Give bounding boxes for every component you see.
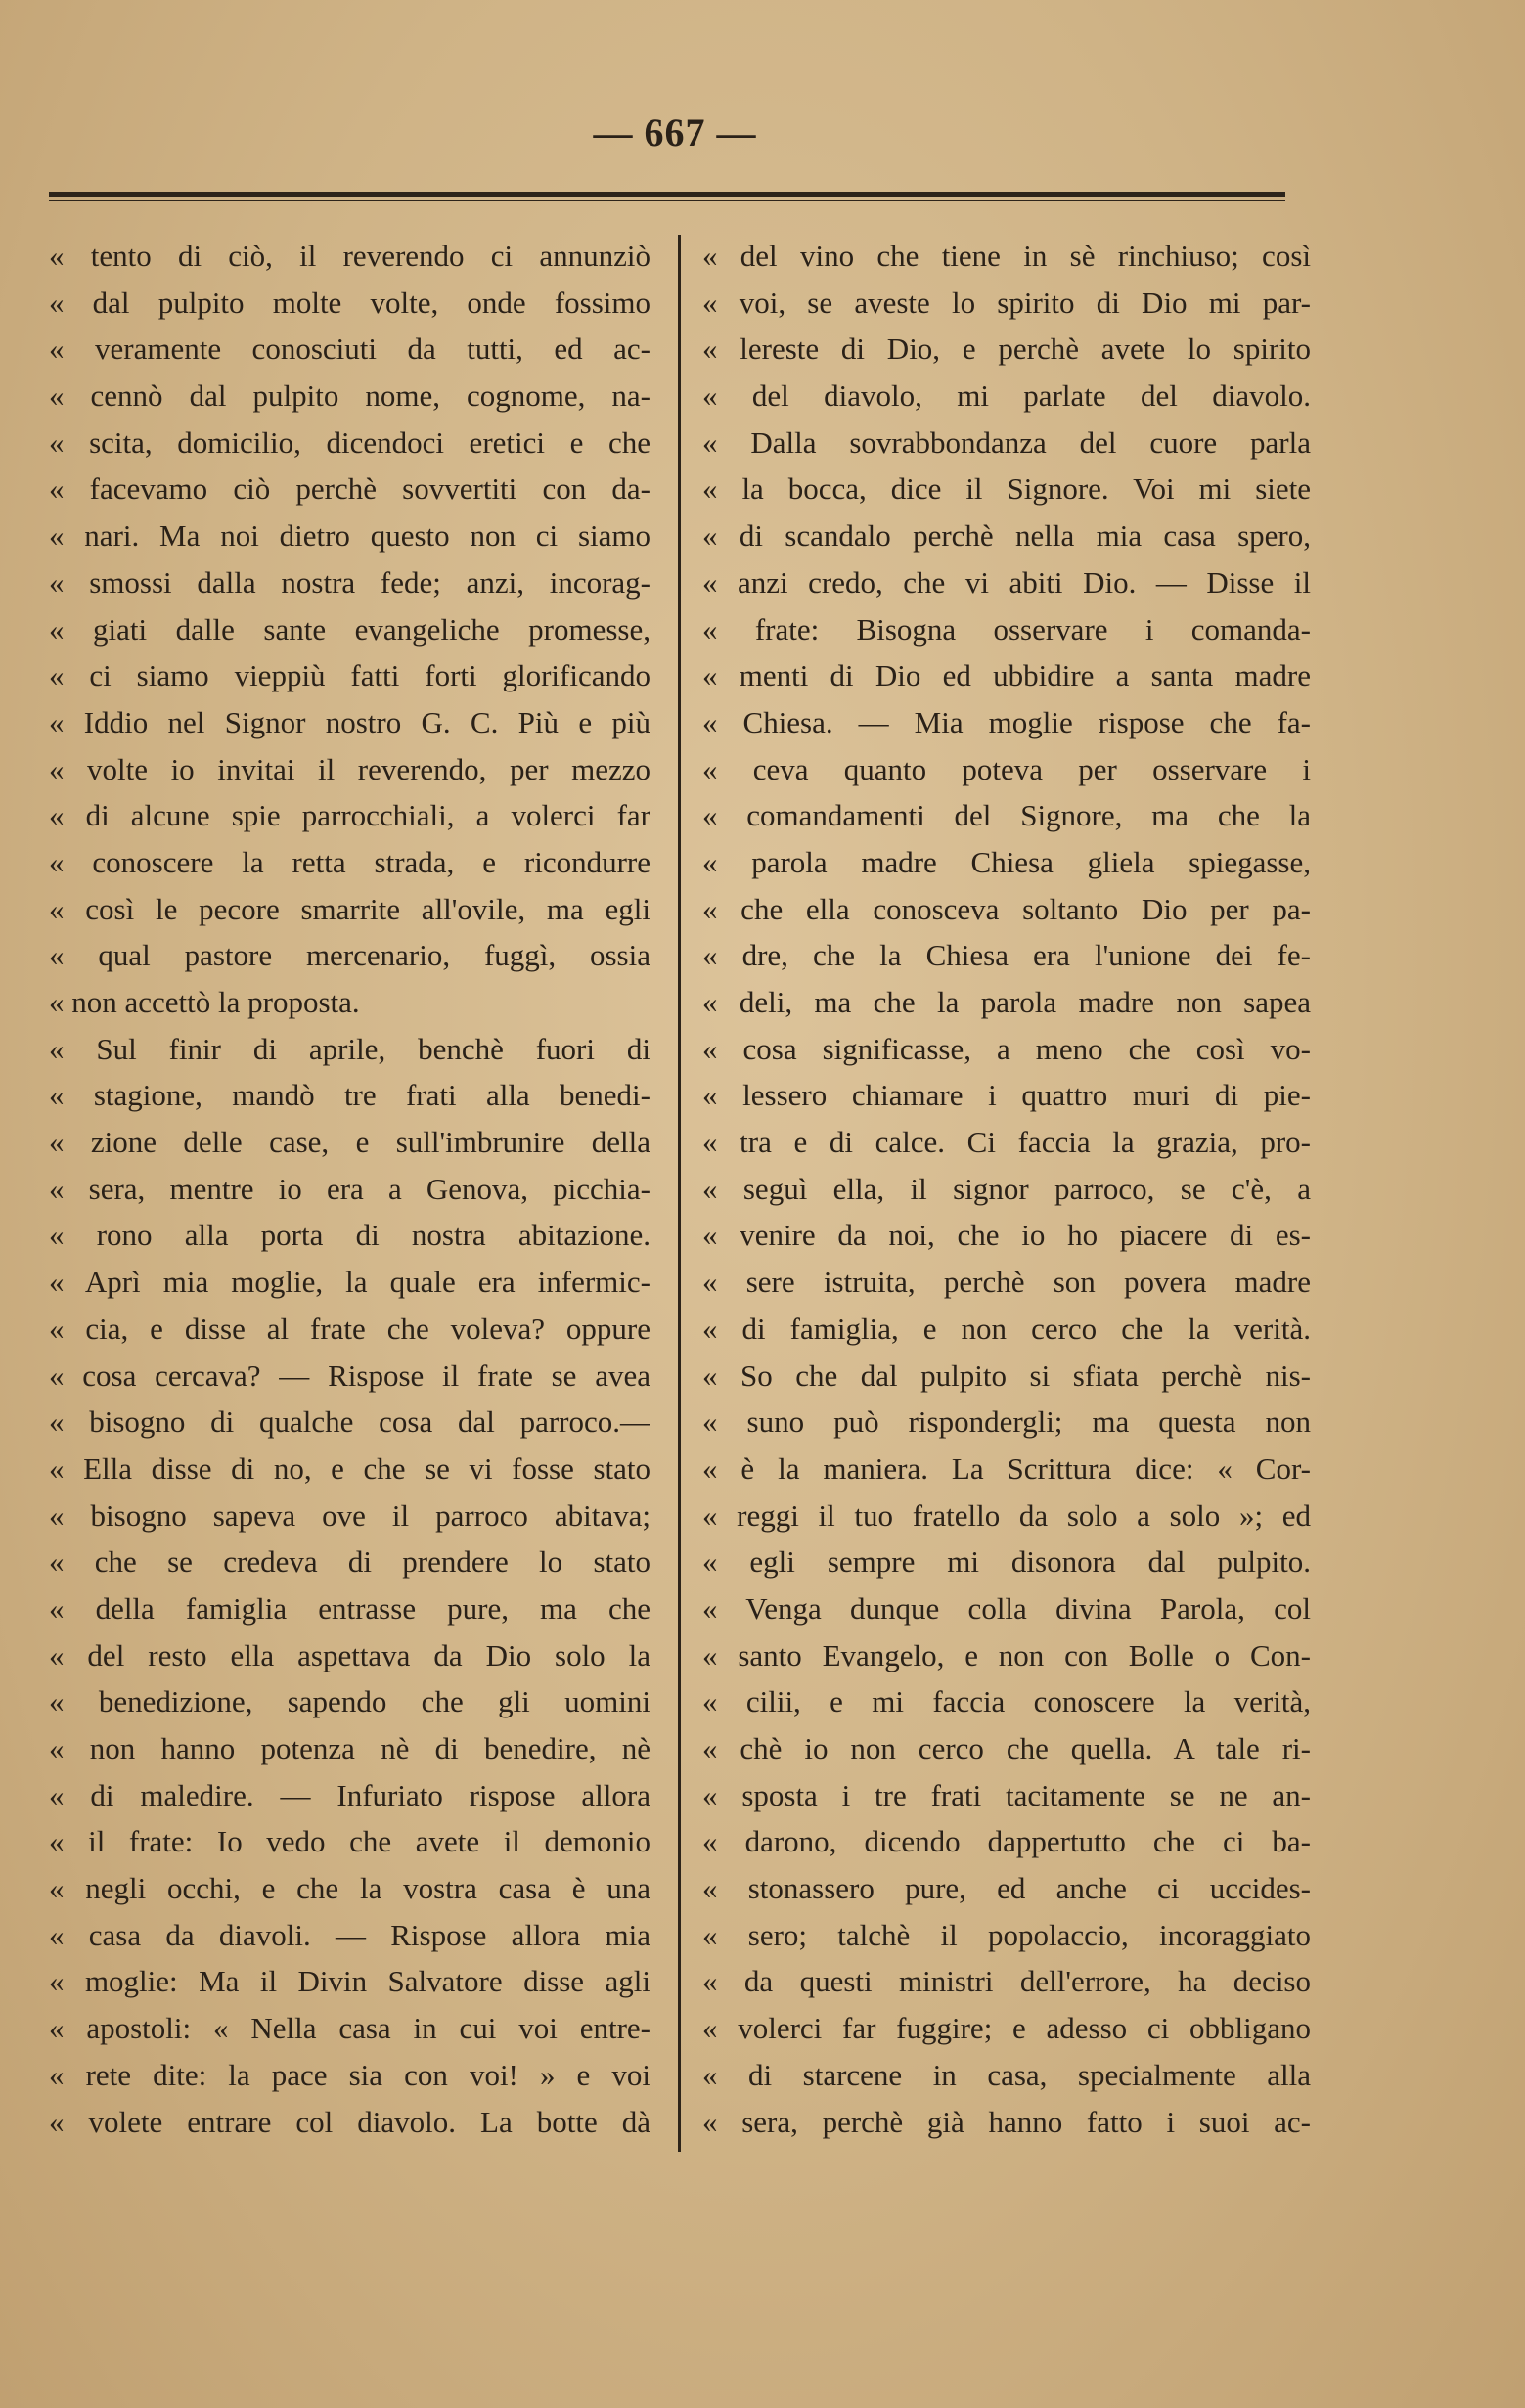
text-line: « volerci far fuggire; e adesso ci obbligano bbox=[702, 2011, 1311, 2046]
text-line: « di famiglia, e non cerco che la verità. bbox=[702, 1311, 1311, 1346]
text-line: « volete entrare col diavolo. La botte dà bbox=[49, 2104, 650, 2139]
text-line: « Chiesa. — Mia moglie rispose che fa- bbox=[702, 704, 1311, 739]
text-line: « il frate: Io vedo che avete il demonio bbox=[49, 1824, 650, 1859]
text-line: « casa da diavoli. — Rispose allora mia bbox=[49, 1917, 650, 1952]
text-line: « menti di Dio ed ubbidire a santa madre bbox=[702, 658, 1311, 693]
text-line: « dal pulpito molte volte, onde fossimo bbox=[49, 285, 650, 320]
text-line: « bisogno di qualche cosa dal parroco.— bbox=[49, 1405, 650, 1440]
text-line: « di scandalo perchè nella mia casa spero, bbox=[702, 518, 1311, 554]
text-line: « seguì ella, il signor parroco, se c'è, a bbox=[702, 1171, 1311, 1206]
text-line: « anzi credo, che vi abiti Dio. — Disse il bbox=[702, 564, 1311, 600]
text-line: « Dalla sovrabbondanza del cuore parla bbox=[702, 424, 1311, 460]
text-line: « zione delle case, e sull'imbrunire della bbox=[49, 1125, 650, 1160]
right-text-column bbox=[702, 233, 1311, 2145]
text-line: « che se credeva di prendere lo stato bbox=[49, 1544, 650, 1580]
text-line: « chè io non cerco che quella. A tale ri- bbox=[702, 1731, 1311, 1765]
text-line: « cia, e disse al frate che voleva? oppure bbox=[49, 1311, 650, 1346]
text-line: « parola madre Chiesa gliela spiegasse, bbox=[702, 844, 1311, 879]
text-line: « ceva quanto poteva per osservare i bbox=[702, 751, 1311, 786]
text-line: « sposta i tre frati tacitamente se ne an- bbox=[702, 1777, 1311, 1812]
text-line: « del vino che tiene in sè rinchiuso; così bbox=[702, 239, 1311, 273]
text-line: « di maledire. — Infuriato rispose allora bbox=[49, 1777, 650, 1812]
text-line: « negli occhi, e che la vostra casa è una bbox=[49, 1871, 650, 1906]
text-line: « di starcene in casa, specialmente alla bbox=[702, 2057, 1311, 2092]
text-line: « stagione, mandò tre frati alla benedi- bbox=[49, 1078, 650, 1113]
text-line: « è la maniera. La Scrittura dice: « Cor- bbox=[702, 1450, 1311, 1486]
text-line: « così le pecore smarrite all'ovile, ma egli bbox=[49, 891, 650, 926]
text-line: « sere istruita, perchè son povera madre bbox=[702, 1265, 1311, 1300]
text-line: « smossi dalla nostra fede; anzi, incorag- bbox=[49, 564, 650, 600]
text-line: « suno può rispondergli; ma questa non bbox=[702, 1405, 1311, 1440]
text-line: « scita, domicilio, dicendoci eretici e che bbox=[49, 424, 650, 460]
text-line: « sera, perchè già hanno fatto i suoi ac- bbox=[702, 2104, 1311, 2139]
text-line: « rete dite: la pace sia con voi! » e voi bbox=[49, 2057, 650, 2092]
text-line: « egli sempre mi disonora dal pulpito. bbox=[702, 1544, 1311, 1580]
text-line: « santo Evangelo, e non con Bolle o Con- bbox=[702, 1637, 1311, 1672]
text-line: « reggi il tuo fratello da solo a solo »; ed bbox=[702, 1497, 1311, 1533]
header-rule bbox=[49, 192, 1285, 197]
text-line: « della famiglia entrasse pure, ma che bbox=[49, 1590, 650, 1626]
text-line: « lessero chiamare i quattro muri di pie- bbox=[702, 1078, 1311, 1113]
text-line: « non hanno potenza nè di benedire, nè bbox=[49, 1731, 650, 1765]
text-line: « Iddio nel Signor nostro G. C. Più e più bbox=[49, 704, 650, 739]
text-line: « che ella conosceva soltanto Dio per pa- bbox=[702, 891, 1311, 926]
text-line: « facevamo ciò perchè sovvertiti con da- bbox=[49, 471, 650, 507]
left-text-column bbox=[49, 233, 650, 2145]
text-line: « Aprì mia moglie, la quale era infermic- bbox=[49, 1265, 650, 1300]
text-line: « volte io invitai il reverendo, per mezzo bbox=[49, 751, 650, 786]
text-line: « Ella disse di no, e che se vi fosse stato bbox=[49, 1450, 650, 1486]
text-line: « veramente conosciuti da tutti, ed ac- bbox=[49, 332, 650, 367]
text-line: « del resto ella aspettava da Dio solo la bbox=[49, 1637, 650, 1672]
text-line: « cosa significasse, a meno che così vo- bbox=[702, 1031, 1311, 1066]
text-line: « darono, dicendo dappertutto che ci ba- bbox=[702, 1824, 1311, 1859]
text-line: « nari. Ma noi dietro questo non ci siamo bbox=[49, 518, 650, 554]
text-line: « conoscere la retta strada, e ricondurre bbox=[49, 844, 650, 879]
text-line: « la bocca, dice il Signore. Voi mi siete bbox=[702, 471, 1311, 507]
text-line: « di alcune spie parrocchiali, a volerci far bbox=[49, 798, 650, 833]
text-line: « stonassero pure, ed anche ci uccides- bbox=[702, 1871, 1311, 1906]
text-line: « apostoli: « Nella casa in cui voi entre- bbox=[49, 2011, 650, 2046]
text-line: « voi, se aveste lo spirito di Dio mi par- bbox=[702, 285, 1311, 320]
text-line: « qual pastore mercenario, fuggì, ossia bbox=[49, 938, 650, 973]
text-line: « giati dalle sante evangeliche promesse, bbox=[49, 611, 650, 647]
text-line: « da questi ministri dell'errore, ha deciso bbox=[702, 1964, 1311, 1999]
text-line: « cennò dal pulpito nome, cognome, na- bbox=[49, 379, 650, 414]
text-line: « del diavolo, mi parlate del diavolo. bbox=[702, 379, 1311, 414]
text-line: « sera, mentre io era a Genova, picchia- bbox=[49, 1171, 650, 1206]
text-line: « venire da noi, che io ho piacere di es- bbox=[702, 1218, 1311, 1253]
text-line: « cilii, e mi faccia conoscere la verità, bbox=[702, 1684, 1311, 1719]
text-line: « comandamenti del Signore, ma che la bbox=[702, 798, 1311, 833]
text-line: « rono alla porta di nostra abitazione. bbox=[49, 1218, 650, 1253]
column-divider bbox=[678, 235, 681, 2152]
text-line: « bisogno sapeva ove il parroco abitava; bbox=[49, 1497, 650, 1533]
page-number: — 667 — bbox=[593, 111, 757, 155]
text-line: « tento di ciò, il reverendo ci annunziò bbox=[49, 239, 650, 273]
header-rule-thin bbox=[49, 200, 1285, 201]
text-line: « frate: Bisogna osservare i comanda- bbox=[702, 611, 1311, 647]
text-line: « Venga dunque colla divina Parola, col bbox=[702, 1590, 1311, 1626]
text-line: « lereste di Dio, e perchè avete lo spirito bbox=[702, 332, 1311, 367]
text-line: « So che dal pulpito si sfiata perchè nis- bbox=[702, 1358, 1311, 1393]
text-line: « dre, che la Chiesa era l'unione dei fe- bbox=[702, 938, 1311, 973]
text-line: « tra e di calce. Ci faccia la grazia, pro- bbox=[702, 1125, 1311, 1160]
text-line: « sero; talchè il popolaccio, incoraggiato bbox=[702, 1917, 1311, 1952]
text-line: « deli, ma che la parola madre non sapea bbox=[702, 985, 1311, 1019]
text-line: « benedizione, sapendo che gli uomini bbox=[49, 1684, 650, 1719]
text-line: « moglie: Ma il Divin Salvatore disse agli bbox=[49, 1964, 650, 1999]
text-line: « Sul finir di aprile, benchè fuori di bbox=[49, 1031, 650, 1066]
text-line: « ci siamo vieppiù fatti forti glorificando bbox=[49, 658, 650, 693]
text-line: « cosa cercava? — Rispose il frate se avea bbox=[49, 1358, 650, 1393]
text-line: « non accettò la proposta. bbox=[49, 985, 360, 1019]
